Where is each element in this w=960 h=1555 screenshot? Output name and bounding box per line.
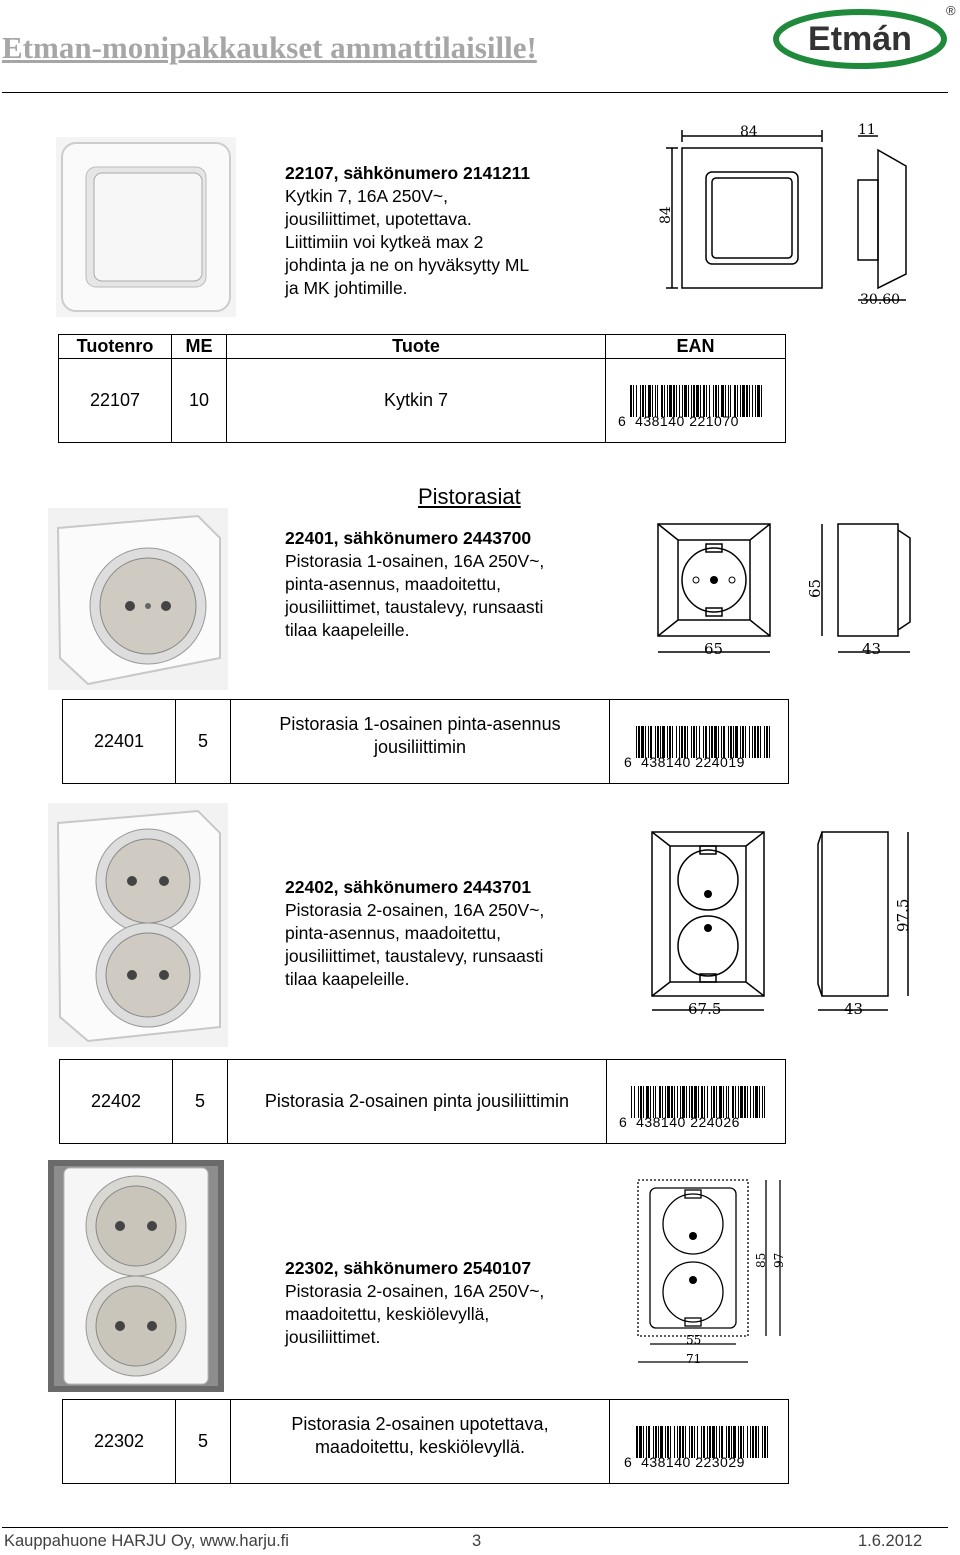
socket-double-flush-photo bbox=[48, 1160, 224, 1392]
barcode-bar bbox=[760, 726, 761, 758]
table-row bbox=[59, 359, 786, 443]
barcode-bar bbox=[746, 385, 748, 417]
svg-text:65: 65 bbox=[704, 640, 724, 658]
product-code: 22401 bbox=[63, 700, 176, 784]
barcode-bar bbox=[759, 1086, 760, 1118]
product-code: 22402 bbox=[60, 1060, 173, 1144]
switch-dimension-drawing bbox=[650, 118, 920, 318]
header-tuotenro: Tuotenro bbox=[59, 335, 172, 359]
socket-single-dimension-drawing bbox=[648, 514, 918, 664]
svg-text:55: 55 bbox=[686, 1333, 702, 1347]
product-table-22401 bbox=[62, 699, 789, 784]
barcode-bar bbox=[750, 1086, 751, 1118]
barcode-bar bbox=[764, 1426, 766, 1458]
ean-number: 6 438140 224026 bbox=[619, 1114, 740, 1130]
socket-double-flush-dimension-drawing bbox=[634, 1176, 796, 1372]
product-table-22107 bbox=[58, 334, 786, 443]
product-description-22107: 22107, sähkönumero 2141211 Kytkin 7, 16A 250V~, jousiliittimet, upotettava. Liittimiin voi kytkeä max 2 johdinta ja ne on hyväksytty ML ja MK johtimille. bbox=[285, 163, 531, 298]
ean-number: 6 438140 221070 bbox=[618, 413, 739, 429]
svg-text:85: 85 bbox=[754, 1252, 768, 1268]
barcode-bar bbox=[752, 385, 753, 417]
barcode-bar bbox=[762, 1086, 763, 1118]
barcode-bar bbox=[762, 1426, 763, 1458]
ean-number: 6 438140 224019 bbox=[624, 754, 745, 770]
barcode-bar bbox=[755, 385, 756, 417]
logo-text: Etmán bbox=[808, 20, 912, 58]
barcode-bar bbox=[769, 726, 770, 758]
barcode-bar bbox=[752, 1426, 754, 1458]
svg-text:11: 11 bbox=[858, 122, 876, 138]
package-quantity: 5 bbox=[176, 700, 231, 784]
product-description-22302: 22302, sähkönumero 2540107 Pistorasia 2-osainen, 16A 250V~, maadoitettu, keskiölevyllä, jousiliittimet. bbox=[285, 1258, 545, 1347]
svg-text:84: 84 bbox=[658, 206, 674, 224]
product-description-22401: 22401, sähkönumero 2443700 Pistorasia 1-osainen, 16A 250V~, pinta-asennus, maadoitettu, jousiliittimet, taustalevy, runsaasti tilaa kaapeleille. bbox=[285, 528, 545, 640]
barcode-bar bbox=[750, 1426, 751, 1458]
svg-text:97.5: 97.5 bbox=[894, 898, 912, 932]
product-name: Pistorasia 2-osainen pinta jousiliittimin bbox=[228, 1060, 607, 1144]
table-row bbox=[63, 700, 789, 784]
barcode-bar bbox=[764, 1086, 765, 1118]
product-name: Pistorasia 1-osainen pinta-asennus jousiliittimin bbox=[231, 700, 610, 784]
footer-date: 1.6.2012 bbox=[858, 1532, 923, 1550]
barcode-bar bbox=[749, 385, 750, 417]
socket-double-photo bbox=[48, 803, 228, 1047]
barcode-bar bbox=[767, 1426, 768, 1458]
barcode-bar bbox=[745, 726, 746, 758]
barcode-bar bbox=[754, 726, 756, 758]
svg-text:43: 43 bbox=[862, 640, 882, 658]
package-quantity: 5 bbox=[176, 1400, 231, 1484]
svg-text:43: 43 bbox=[844, 1000, 864, 1018]
etman-logo bbox=[772, 3, 956, 69]
table-row bbox=[63, 1400, 789, 1484]
product-table-22302 bbox=[62, 1399, 789, 1484]
barcode-bar bbox=[755, 1086, 758, 1118]
package-quantity: 5 bbox=[173, 1060, 228, 1144]
svg-text:67.5: 67.5 bbox=[688, 1000, 722, 1018]
header-ean: EAN bbox=[606, 335, 786, 359]
barcode-bar bbox=[740, 1086, 743, 1118]
product-code: 22107 bbox=[59, 359, 172, 443]
header-me: ME bbox=[172, 335, 227, 359]
barcode-bar bbox=[744, 1086, 746, 1118]
barcode-bar bbox=[755, 1426, 757, 1458]
barcode-bar bbox=[757, 726, 759, 758]
ean-cell bbox=[610, 700, 789, 784]
product-table-22402 bbox=[59, 1059, 786, 1144]
svg-text:71: 71 bbox=[686, 1352, 702, 1366]
section-title: Pistorasiat bbox=[418, 484, 521, 509]
barcode-bar bbox=[766, 726, 768, 758]
socket-single-photo bbox=[48, 508, 228, 690]
barcode-bar bbox=[742, 385, 745, 417]
barcode-bar bbox=[764, 726, 765, 758]
product-name: Pistorasia 2-osainen upotettava, maadoitettu, keskiölevyllä. bbox=[231, 1400, 610, 1484]
header-rule bbox=[2, 92, 948, 93]
product-code: 22302 bbox=[63, 1400, 176, 1484]
socket-double-dimension-drawing bbox=[646, 824, 922, 1024]
header-tuote: Tuote bbox=[227, 335, 606, 359]
barcode-bar bbox=[758, 1426, 759, 1458]
svg-text:65: 65 bbox=[806, 578, 824, 598]
barcode-bar bbox=[740, 385, 741, 417]
product-description-22402: 22402, sähkönumero 2443701 Pistorasia 2-osainen, 16A 250V~, pinta-asennus, maadoitettu, jousiliittimet, taustalevy, runsaasti tilaa kaapeleille. bbox=[285, 877, 545, 989]
registered-mark: ® bbox=[946, 3, 956, 18]
barcode-bar bbox=[747, 1426, 748, 1458]
ean-number: 6 438140 223029 bbox=[624, 1454, 745, 1470]
barcode-bar bbox=[752, 726, 753, 758]
svg-text:97: 97 bbox=[772, 1252, 786, 1268]
footer-rule bbox=[2, 1527, 948, 1528]
package-quantity: 10 bbox=[172, 359, 227, 443]
table-row bbox=[60, 1060, 786, 1144]
page-title: Etman-monipakkaukset ammattilaisille! bbox=[2, 30, 537, 65]
barcode-bar bbox=[761, 385, 762, 417]
footer-page-number: 3 bbox=[472, 1532, 482, 1550]
product-name: Kytkin 7 bbox=[227, 359, 606, 443]
ean-cell bbox=[607, 1060, 786, 1144]
svg-text:84: 84 bbox=[740, 124, 758, 140]
barcode-bar bbox=[747, 1086, 748, 1118]
barcode-bar bbox=[749, 726, 750, 758]
ean-cell bbox=[606, 359, 786, 443]
svg-text:30.60: 30.60 bbox=[860, 292, 901, 308]
switch-photo bbox=[56, 137, 236, 317]
barcode-bar bbox=[753, 1086, 754, 1118]
ean-cell bbox=[610, 1400, 789, 1484]
barcode-bar bbox=[757, 385, 760, 417]
footer-company: Kauppahuone HARJU Oy, www.harju.fi bbox=[4, 1532, 289, 1550]
